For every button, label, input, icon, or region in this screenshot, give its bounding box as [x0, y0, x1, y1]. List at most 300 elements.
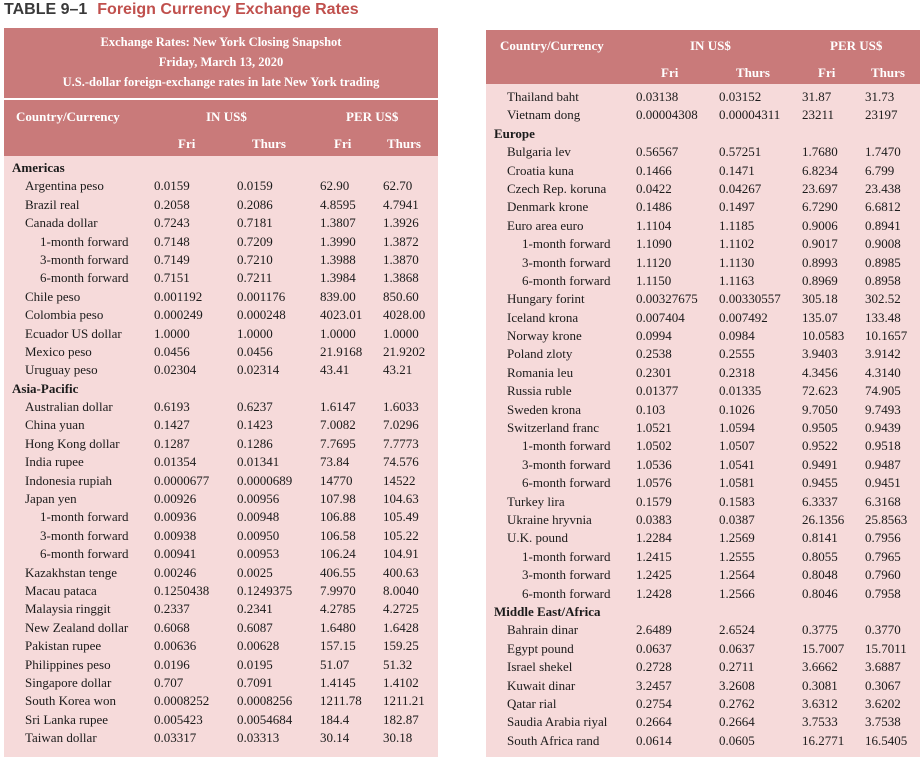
currency-name: Philippines peso — [25, 656, 111, 672]
table-row — [4, 343, 438, 361]
currency-name: Czech Rep. koruna — [507, 180, 607, 196]
rate-per-thu: 182.87 — [383, 711, 419, 727]
rate-per-thu: 4.2725 — [383, 601, 419, 617]
currency-name: Turkey lira — [507, 493, 565, 509]
rate-per-thu: 15.7011 — [865, 640, 907, 656]
rate-per-fri: 1.3990 — [320, 233, 356, 249]
table-row — [4, 214, 438, 232]
header-in-us: IN US$ — [206, 109, 247, 124]
table-row — [4, 472, 438, 490]
table-row — [486, 198, 920, 216]
rate-per-fri: 43.41 — [320, 362, 350, 378]
rate-per-thu: 31.73 — [865, 89, 895, 104]
rate-in-thu: 0.1583 — [719, 493, 755, 509]
table-row — [486, 585, 920, 603]
table-row — [4, 527, 438, 545]
rate-per-thu: 1.3872 — [383, 233, 419, 249]
currency-name: 1-month forward — [40, 509, 129, 525]
left-rows — [4, 159, 438, 748]
region-row — [4, 159, 438, 177]
rate-per-thu: 0.8985 — [865, 254, 901, 270]
rate-per-fri: 106.24 — [320, 546, 356, 562]
currency-name: Taiwan dollar — [25, 730, 97, 746]
table-row — [486, 290, 920, 308]
rate-per-fri: 6.3337 — [802, 493, 838, 509]
rate-in-fri: 0.007404 — [636, 309, 685, 325]
table-row — [486, 456, 920, 474]
table-row — [486, 106, 920, 124]
rate-per-fri: 1.3988 — [320, 251, 356, 267]
rate-per-fri: 184.4 — [320, 711, 350, 727]
rate-per-thu: 16.5405 — [865, 732, 908, 748]
rate-per-fri: 1.4145 — [320, 674, 356, 690]
table-row — [4, 269, 438, 287]
table-row — [4, 637, 438, 655]
rate-in-thu: 0.01341 — [237, 454, 280, 470]
rate-in-thu: 2.6524 — [719, 622, 755, 638]
rate-per-fri: 0.3081 — [802, 677, 838, 693]
table-row — [4, 711, 438, 729]
table-row — [486, 217, 920, 235]
rate-in-fri: 0.00926 — [154, 491, 197, 507]
rate-in-fri: 0.02304 — [154, 362, 197, 378]
region-row — [4, 380, 438, 398]
header-in-thurs-right: Thurs — [736, 65, 770, 80]
right-rows — [486, 88, 920, 750]
rate-in-fri: 1.0000 — [154, 325, 190, 341]
currency-name: Pakistan rupee — [25, 638, 102, 654]
currency-name: U.K. pound — [507, 530, 569, 546]
rate-in-thu: 1.2555 — [719, 548, 755, 564]
currency-name: Australian dollar — [25, 399, 113, 415]
currency-name: Bahrain dinar — [507, 622, 579, 638]
currency-name: Hungary forint — [507, 291, 585, 307]
rate-in-fri: 0.1287 — [154, 435, 190, 451]
table-number: TABLE 9–1 — [4, 1, 88, 18]
rate-in-thu: 1.0581 — [719, 475, 755, 491]
rate-in-thu: 1.0507 — [719, 438, 755, 454]
rate-in-fri: 0.0008252 — [154, 693, 210, 709]
rate-in-fri: 0.103 — [636, 401, 666, 417]
header-per-fri-right: Fri — [818, 65, 836, 80]
table-row — [4, 306, 438, 324]
rate-per-thu: 25.8563 — [865, 511, 908, 527]
rate-per-thu: 0.8958 — [865, 272, 901, 288]
rate-in-fri: 1.1120 — [636, 254, 672, 270]
currency-name: Croatia kuna — [507, 162, 574, 178]
rate-in-fri: 1.0502 — [636, 438, 672, 454]
rate-in-thu: 0.1249375 — [237, 582, 293, 598]
rate-per-thu: 104.63 — [383, 491, 419, 507]
rate-per-thu: 4.7941 — [383, 196, 419, 212]
rate-per-fri: 31.87 — [802, 89, 832, 104]
header-per-thurs-right: Thurs — [871, 65, 905, 80]
rate-in-fri: 0.1579 — [636, 493, 672, 509]
rate-in-thu: 0.0456 — [237, 343, 273, 359]
rate-in-thu: 1.1185 — [719, 217, 755, 233]
rate-in-thu: 0.2711 — [719, 659, 755, 675]
rate-per-thu: 0.8941 — [865, 217, 901, 233]
currency-name: Denmark krone — [507, 199, 589, 215]
rate-per-fri: 0.9017 — [802, 236, 838, 252]
rate-per-fri: 1.0000 — [320, 325, 356, 341]
currency-name: 3-month forward — [522, 456, 611, 472]
currency-name: Colombia peso — [25, 307, 104, 323]
rate-per-thu: 1.3926 — [383, 215, 419, 231]
table-row — [4, 692, 438, 710]
rate-per-fri: 4.3456 — [802, 364, 838, 380]
table-row — [486, 493, 920, 511]
rate-in-thu: 0.000248 — [237, 307, 286, 323]
rate-per-fri: 1.6147 — [320, 399, 356, 415]
table-name: Foreign Currency Exchange Rates — [97, 1, 359, 18]
currency-name: South Africa rand — [507, 732, 600, 748]
rate-in-fri: 0.0614 — [636, 732, 672, 748]
rate-per-fri: 1.3807 — [320, 215, 356, 231]
rate-in-fri: 0.00327675 — [636, 291, 698, 307]
table-row — [4, 361, 438, 379]
rate-in-fri: 0.2664 — [636, 714, 672, 730]
currency-name: Poland zloty — [507, 346, 573, 362]
rate-in-thu: 0.00004311 — [719, 107, 781, 123]
rate-in-thu: 1.0594 — [719, 420, 755, 436]
rate-per-fri: 0.9006 — [802, 217, 838, 233]
rate-in-thu: 1.1102 — [719, 236, 755, 252]
table-row — [486, 474, 920, 492]
rate-per-fri: 7.0082 — [320, 417, 356, 433]
rate-per-thu: 51.32 — [383, 656, 413, 672]
rate-per-fri: 14770 — [320, 472, 353, 488]
header-in-fri: Fri — [178, 136, 196, 151]
rate-per-fri: 135.07 — [802, 309, 838, 325]
rate-per-fri: 0.9505 — [802, 420, 838, 436]
rate-per-thu: 4.3140 — [865, 364, 901, 380]
table-row — [486, 529, 920, 547]
rate-per-thu: 3.9142 — [865, 346, 901, 362]
rate-per-fri: 26.1356 — [802, 511, 845, 527]
rate-in-fri: 1.1104 — [636, 217, 672, 233]
rate-in-thu: 0.1286 — [237, 435, 273, 451]
rate-in-thu: 1.1163 — [719, 272, 755, 288]
currency-name: 6-month forward — [522, 272, 611, 288]
rate-in-thu: 1.2566 — [719, 585, 755, 601]
rate-in-fri: 0.2301 — [636, 364, 672, 380]
rate-per-fri: 21.9168 — [320, 343, 363, 359]
rate-per-fri: 0.8046 — [802, 585, 838, 601]
rate-per-fri: 23.697 — [802, 180, 838, 196]
rate-per-fri: 4023.01 — [320, 307, 363, 323]
currency-name: 1-month forward — [522, 548, 611, 564]
currency-name: 3-month forward — [522, 567, 611, 583]
rate-in-fri: 0.2538 — [636, 346, 672, 362]
table-row — [4, 251, 438, 269]
rate-in-thu: 1.2564 — [719, 567, 755, 583]
rate-per-fri: 1211.78 — [320, 693, 362, 709]
table-row — [4, 674, 438, 692]
snapshot-header — [4, 28, 438, 100]
rate-per-thu: 1.6033 — [383, 399, 419, 415]
currency-name: 3-month forward — [522, 254, 611, 270]
rate-per-thu: 10.1657 — [865, 328, 908, 344]
region-row — [486, 603, 920, 621]
rate-in-fri: 0.0383 — [636, 511, 672, 527]
rate-in-fri: 0.005423 — [154, 711, 203, 727]
rate-in-fri: 0.2058 — [154, 196, 190, 212]
table-row — [4, 398, 438, 416]
rate-per-thu: 21.9202 — [383, 343, 426, 359]
currency-name: 6-month forward — [522, 475, 611, 491]
rate-per-fri: 839.00 — [320, 288, 356, 304]
table-row — [4, 196, 438, 214]
currency-name: Macau pataca — [25, 582, 97, 598]
currency-name: South Korea won — [25, 693, 116, 709]
rate-per-thu: 3.7538 — [865, 714, 901, 730]
rate-in-fri: 1.0536 — [636, 456, 672, 472]
table-row — [486, 327, 920, 345]
table-row — [486, 88, 920, 106]
rate-per-fri: 6.8234 — [802, 162, 838, 178]
rate-in-thu: 0.0025 — [237, 564, 273, 580]
rate-in-thu: 0.2341 — [237, 601, 273, 617]
region-row — [486, 125, 920, 143]
currency-name: Romania leu — [507, 364, 574, 380]
rate-per-fri: 10.0583 — [802, 328, 845, 344]
rate-in-fri: 0.01377 — [636, 383, 679, 399]
rate-in-fri: 0.03138 — [636, 89, 679, 104]
table-row — [4, 288, 438, 306]
rate-in-thu: 0.2555 — [719, 346, 755, 362]
rate-in-thu: 1.1130 — [719, 254, 755, 270]
rate-in-fri: 0.0994 — [636, 328, 672, 344]
rate-per-fri: 4.8595 — [320, 196, 356, 212]
currency-name: Brazil real — [25, 196, 80, 212]
rate-in-thu: 0.007492 — [719, 309, 768, 325]
rate-in-fri: 0.7148 — [154, 233, 190, 249]
table-row — [486, 640, 920, 658]
table-row — [4, 600, 438, 618]
currency-name: Argentina peso — [25, 178, 104, 194]
rate-per-thu: 0.7958 — [865, 585, 901, 601]
rate-per-fri: 0.8993 — [802, 254, 838, 270]
table-row — [486, 713, 920, 731]
rate-per-fri: 0.9491 — [802, 456, 838, 472]
currency-name: Kazakhstan tenge — [25, 564, 118, 580]
currency-name: Israel shekel — [507, 659, 573, 675]
rate-per-thu: 7.0296 — [383, 417, 419, 433]
table-row — [4, 233, 438, 251]
table-row — [486, 382, 920, 400]
rate-in-thu: 0.2664 — [719, 714, 755, 730]
currency-name: Iceland krona — [507, 309, 579, 325]
rate-in-fri: 0.0159 — [154, 178, 190, 194]
rate-in-fri: 0.7149 — [154, 251, 190, 267]
currency-name: China yuan — [25, 417, 85, 433]
rate-in-fri: 0.6193 — [154, 399, 190, 415]
rate-in-thu: 0.0984 — [719, 328, 755, 344]
currency-name: Vietnam dong — [507, 107, 581, 123]
rate-per-thu: 3.6202 — [865, 695, 901, 711]
rate-per-fri: 107.98 — [320, 491, 356, 507]
rate-in-fri: 0.2337 — [154, 601, 190, 617]
table-row — [486, 621, 920, 639]
rate-in-thu: 0.0000689 — [237, 472, 293, 488]
currency-name: Euro area euro — [507, 217, 584, 233]
rate-in-fri: 0.0456 — [154, 343, 190, 359]
currency-name: Thailand baht — [507, 89, 579, 104]
rate-per-thu: 74.576 — [383, 454, 419, 470]
table-row — [486, 566, 920, 584]
rate-in-thu: 0.2086 — [237, 196, 273, 212]
left-table — [4, 28, 438, 757]
rate-in-thu: 0.00956 — [237, 491, 280, 507]
currency-name: 3-month forward — [40, 527, 129, 543]
rate-in-thu: 0.2318 — [719, 364, 755, 380]
rate-in-fri: 1.2284 — [636, 530, 672, 546]
rate-per-thu: 1.4102 — [383, 674, 419, 690]
table-row — [486, 162, 920, 180]
rate-per-fri: 0.3775 — [802, 622, 838, 638]
rate-per-thu: 104.91 — [383, 546, 419, 562]
rate-per-fri: 0.9522 — [802, 438, 838, 454]
rate-in-fri: 0.00936 — [154, 509, 197, 525]
table-row — [486, 180, 920, 198]
rate-in-fri: 0.7151 — [154, 270, 190, 286]
rate-per-fri: 0.8141 — [802, 530, 838, 546]
rate-per-thu: 0.3067 — [865, 677, 901, 693]
rate-per-thu: 1.6428 — [383, 619, 419, 635]
rate-in-thu: 0.1423 — [237, 417, 273, 433]
rate-per-thu: 30.18 — [383, 730, 413, 746]
currency-name: Qatar rial — [507, 695, 557, 711]
rate-per-fri: 7.9970 — [320, 582, 356, 598]
table-row — [4, 729, 438, 747]
rate-in-fri: 1.1090 — [636, 236, 672, 252]
rate-per-thu: 0.9518 — [865, 438, 901, 454]
rate-in-thu: 0.57251 — [719, 144, 762, 160]
rate-per-thu: 0.7956 — [865, 530, 901, 546]
region-label: Middle East/Africa — [494, 603, 601, 619]
table-row — [486, 658, 920, 676]
table-row — [486, 272, 920, 290]
table-row — [486, 364, 920, 382]
rate-per-fri: 3.7533 — [802, 714, 838, 730]
table-row — [486, 511, 920, 529]
rate-in-fri: 0.00636 — [154, 638, 197, 654]
rate-per-fri: 15.7007 — [802, 640, 845, 656]
table-row — [4, 508, 438, 526]
rate-per-thu: 400.63 — [383, 564, 419, 580]
currency-name: Hong Kong dollar — [25, 435, 120, 451]
rate-per-fri: 406.55 — [320, 564, 356, 580]
currency-name: Sri Lanka rupee — [25, 711, 109, 727]
rate-in-fri: 0.0196 — [154, 656, 190, 672]
rate-per-thu: 6.6812 — [865, 199, 901, 215]
rate-per-thu: 159.25 — [383, 638, 419, 654]
rate-per-fri: 305.18 — [802, 291, 838, 307]
header-per-thurs: Thurs — [387, 136, 421, 151]
rate-per-thu: 0.7965 — [865, 548, 901, 564]
table-row — [486, 401, 920, 419]
rate-per-thu: 1.0000 — [383, 325, 419, 341]
rate-in-fri: 0.01354 — [154, 454, 197, 470]
table-row — [4, 435, 438, 453]
header-country: Country/Currency — [16, 109, 120, 124]
table-row — [486, 677, 920, 695]
currency-name: Singapore dollar — [25, 674, 112, 690]
rate-in-fri: 0.000249 — [154, 307, 203, 323]
header-per-us: PER US$ — [346, 109, 399, 124]
snapshot-line1: Exchange Rates: New York Closing Snapshot — [100, 35, 342, 49]
currency-name: Ecuador US dollar — [25, 325, 122, 341]
header-country-right: Country/Currency — [500, 38, 604, 53]
rate-in-thu: 0.1497 — [719, 199, 755, 215]
table-row — [4, 177, 438, 195]
rate-in-fri: 0.03317 — [154, 730, 197, 746]
currency-name: Norway krone — [507, 328, 582, 344]
rate-per-fri: 1.3984 — [320, 270, 356, 286]
rate-per-fri: 106.88 — [320, 509, 356, 525]
rate-per-fri: 0.9455 — [802, 475, 838, 491]
snapshot-line2: Friday, March 13, 2020 — [158, 55, 284, 69]
rate-in-thu: 0.7091 — [237, 674, 273, 690]
rate-per-fri: 16.2771 — [802, 732, 845, 748]
rate-per-fri: 1.7680 — [802, 144, 838, 160]
rate-per-thu: 6.799 — [865, 162, 895, 178]
table-row — [4, 619, 438, 637]
rate-per-fri: 0.8055 — [802, 548, 838, 564]
rate-in-thu: 0.6237 — [237, 399, 273, 415]
rate-in-thu: 0.0637 — [719, 640, 755, 656]
rate-in-fri: 0.2754 — [636, 695, 672, 711]
table-row — [486, 143, 920, 161]
rate-in-fri: 0.00004308 — [636, 107, 698, 123]
table-row — [4, 656, 438, 674]
rate-per-fri: 106.58 — [320, 527, 356, 543]
rate-in-fri: 0.0637 — [636, 640, 672, 656]
currency-name: Saudia Arabia riyal — [507, 714, 608, 730]
currency-name: Japan yen — [25, 491, 77, 507]
rate-in-thu: 0.7209 — [237, 233, 273, 249]
currency-name: 6-month forward — [40, 546, 129, 562]
rate-in-thu: 0.0387 — [719, 511, 755, 527]
rate-in-thu: 0.1471 — [719, 162, 755, 178]
rate-in-fri: 0.001192 — [154, 288, 203, 304]
rate-per-fri: 6.7290 — [802, 199, 838, 215]
table-row — [486, 254, 920, 272]
currency-name: 1-month forward — [40, 233, 129, 249]
rate-in-thu: 0.00950 — [237, 527, 280, 543]
rate-per-fri: 3.6662 — [802, 659, 838, 675]
header-in-thurs: Thurs — [252, 136, 286, 151]
rate-in-fri: 0.7243 — [154, 215, 190, 231]
rate-in-thu: 0.03152 — [719, 89, 762, 104]
rate-in-thu: 0.7181 — [237, 215, 273, 231]
rate-per-fri: 3.6312 — [802, 695, 838, 711]
rate-in-fri: 1.2415 — [636, 548, 672, 564]
rate-in-fri: 0.707 — [154, 674, 184, 690]
rate-in-fri: 3.2457 — [636, 677, 672, 693]
rate-in-thu: 0.04267 — [719, 180, 762, 196]
currency-name: 1-month forward — [522, 236, 611, 252]
rate-in-fri: 0.00941 — [154, 546, 197, 562]
rate-per-thu: 0.9487 — [865, 456, 901, 472]
rate-in-fri: 0.1466 — [636, 162, 672, 178]
table-title — [4, 0, 359, 22]
header-per-fri: Fri — [334, 136, 352, 151]
rate-in-thu: 0.7210 — [237, 251, 273, 267]
table-row — [4, 582, 438, 600]
rate-per-fri: 0.8969 — [802, 272, 838, 288]
